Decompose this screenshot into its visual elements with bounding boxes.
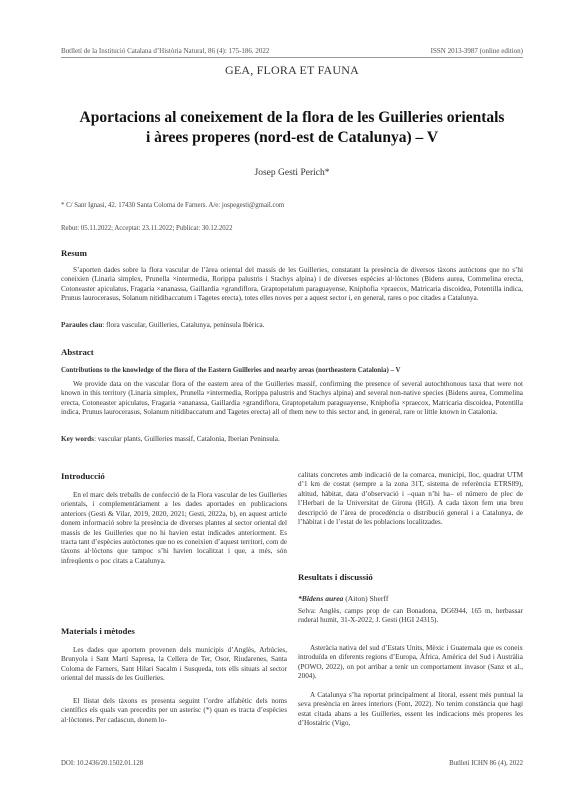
results-heading: Resultats i discussió: [298, 572, 373, 582]
keywords-value: : flora vascular, Guilleries, Catalunya, península Ibèrica.: [102, 321, 265, 329]
keywords-label: Paraules clau: [61, 321, 103, 329]
key-words-value: : vascular plants, Guilleries massif, Catalonia, Iberian Peninsula.: [93, 435, 280, 443]
affiliation: * C/ Sant Ignasi, 42. 17430 Santa Coloma de Farners. A/e: jospegesti@gmail.com: [61, 202, 285, 209]
article-title: [61, 108, 523, 148]
footer-journal: Butlletí ICHN 86 (4), 2022: [449, 760, 523, 767]
journal-header: Butlletí de la Institució Catalana d’Història Natural, 86 (4): 175-186. 2022: [61, 47, 270, 55]
species-paragraph-2: A Catalunya s’ha reportat principalment al litoral, essent més puntual la seva presència en àrees interiors (Font, 2022). No tenim constància que hagi estat citada abans a les Guilleries, essent les indicacions més properes les d’Hostalric (Vigo,: [298, 691, 523, 728]
resum-keywords: [61, 321, 523, 330]
abstract-keywords: [61, 435, 523, 444]
methods-paragraph-2: El llistat dels tàxons es presenta seguint l’ordre alfabètic dels noms científics els quals van precedits per un asterisc (*) quan es tracta d’espècies al·lòctones. Per cadascun, donem lo-: [61, 697, 287, 724]
author: Josep Gesti Perich*: [254, 168, 330, 178]
title-line-2: i àrees properes (nord-est de Catalunya) – V: [145, 129, 439, 146]
doi: DOI: 10.2436/20.1502.01.128: [61, 760, 144, 767]
dates: Rebut: 05.11.2022; Acceptat: 23.11.2022; Publicat: 30.12.2022: [61, 225, 233, 232]
species-author: (Aiton) Sherff: [343, 594, 389, 603]
intro-heading: Introducció: [61, 471, 105, 481]
abstract-heading: Abstract: [61, 347, 94, 357]
species-name: *Bidens aurea: [298, 594, 344, 603]
methods-heading: Materials i mètodes: [61, 626, 135, 636]
resum-heading: Resum: [61, 248, 87, 258]
abstract-text: We provide data on the vascular flora of the eastern area of the Guilleries massif, confirming the presence of several autochthonous taxa that were not known in this territory (Linaria simplex, Prunella ×intermedia, Rorippa palustris and Stachys alpina) and several non-native species (Bidens aurea, Commelina erecta, Cotoneaster apiculatus, Fragaria ×ananassa, Gaillardia ×grandiflora, Graptopetalum paraguayense, Kniphofia ×praecox, Matricaria discoidea, Potentilla indica, Prunus laurocerasus, Solanum nitidibaccatum and Tagetes erecta) all of them new to this sector and, in general, rare or little known in Catalonia.: [61, 380, 523, 417]
species-heading: [298, 594, 523, 603]
methods-continued: calitats concretes amb indicació de la comarca, municipi, lloc, quadrat UTM d’1 km de costat (sempre a la zona 31T, sistema de referència ETRS89), altitud, hàbitat, data d’observació i –quan n’hi ha– el número de plec de l’Herbari de la Universitat de Girona (HGI). A cada tàxon fem una breu descripció de l’àrea de procedència o distribució general i a Catalunya, de l’hàbitat i de l’estat de les poblacions localitzades.: [298, 471, 523, 527]
issn: ISSN 2013-3987 (online edition): [430, 47, 523, 55]
key-words-label: Key words: [61, 435, 94, 443]
section-title: GEA, FLORA ET FAUNA: [224, 63, 360, 77]
species-record: Selva: Anglès, camps prop de can Bonadona, DG6944, 165 m, herbassar ruderal humit, 31-X-2022, J. Gesti (HGI 24315).: [298, 607, 523, 625]
species-paragraph-1: Asteràcia nativa del sud d’Estats Units, Mèxic i Guatemala que es coneix introduïda en diferents regions d’Europa, Àfrica, Amèrica del Sud i Austràlia (POWO, 2022), on pot arribar a tenir un comportament invasor (Sanz et al., 2004).: [298, 644, 523, 681]
header-rule: [61, 57, 523, 58]
abstract-subtitle: Contributions to the knowledge of the flora of the Eastern Guilleries and nearby areas (northeastern Catalonia) – V: [61, 367, 401, 374]
intro-paragraph: En el marc dels treballs de confecció de la Flora vascular de les Guilleries orientals, i complementàriament a les dades aportades en publicacions anteriors (Gesti & Vilar, 2019, 2020, 2021; Gesti, 2022a, b), en aquest article donem informació sobre la presència de diverses plantes al sector oriental del massís de les Guilleries que no hi havien estat indicades anteriorment. Es tracta tant d’espècies autòctones que no es coneixien d’aquest territori, com de tàxons al·lòctons que tampoc s’hi havien localitzat i que, a més, són infreqüents o poc citats a Catalunya.: [61, 491, 287, 565]
methods-paragraph-1: Les dades que aportem provenen dels municipis d’Anglès, Arbúcies, Brunyola i Sant Martí Sapresa, la Cellera de Ter, Osor, Riudarenes, Santa Coloma de Farners, Sant Hilari Sacalm i Susqueda, tots ells situats al sector oriental del massís de les Guilleries.: [61, 646, 287, 683]
resum-text: S’aporten dades sobre la flora vascular de l’àrea oriental del massís de les Guilleries, constatant la presència de diversos tàxons autòctons que no s’hi coneixien (Linaria simplex, Prunella ×intermedia, Rorippa palustris i Stachys alpina) i de diverses espècies al·lòctones (Bidens aurea, Commelina erecta, Cotoneaster apiculatus, Fragaria ×ananassa, Gaillardia ×grandiflora, Graptopetalum paraguayense, Kniphofia ×praecox, Matricaria discoidea, Potentilla indica, Prunus laurocerasus, Solanum nitidibaccatum i Tagetes erecta), totes elles noves per a aquest sector i, en general, rares o poc citades a Catalunya.: [61, 266, 523, 303]
title-line-1: Aportacions al coneixement de la flora de les Guilleries orientals: [79, 109, 505, 126]
